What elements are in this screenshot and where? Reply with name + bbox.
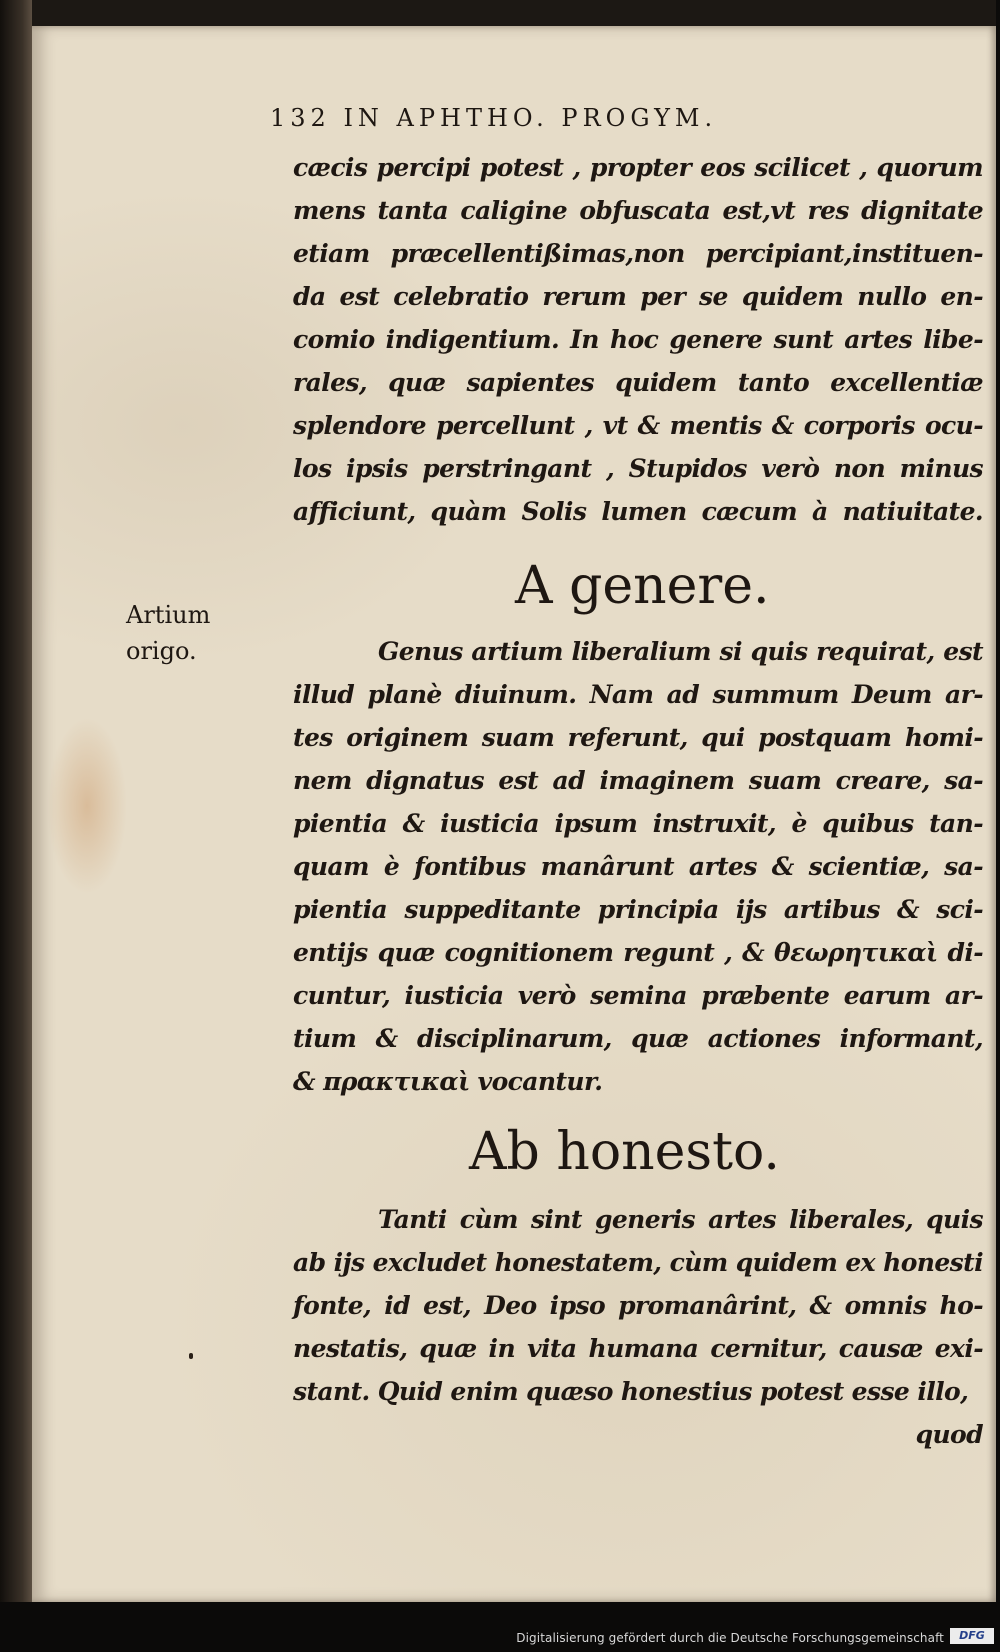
text-line: etiam præcellentißimas,non percipiant,instituen- — [293, 239, 983, 268]
text-line: entijs quæ cognitionem regunt , & θεωρητικαὶ di- — [293, 938, 983, 967]
text-line: stant. Quid enim quæso honestius potest esse illo, — [293, 1377, 969, 1406]
text-line: & πρακτικαὶ vocantur. — [293, 1067, 603, 1096]
text-line: tes originem suam referunt, qui postquam homi- — [293, 723, 983, 752]
ink-speck — [189, 1353, 193, 1359]
text-line: splendore percellunt , vt & mentis & corporis ocu- — [293, 411, 983, 440]
section-heading-ab-honesto: Ab honesto. — [469, 1122, 780, 1182]
text-line: fonte, id est, Deo ipso promanârint, & omnis ho- — [293, 1291, 983, 1320]
section-heading-a-genere: A genere. — [515, 556, 770, 616]
catchword: quod — [915, 1420, 983, 1449]
text-line: illud planè diuinum. Nam ad summum Deum ar- — [293, 680, 983, 709]
paragraph-3 — [293, 1198, 983, 1456]
text-line: mens tanta caligine obfuscata est,vt res dignitate — [293, 196, 983, 225]
paragraph-2 — [293, 630, 983, 1103]
left-binding-edge — [0, 0, 32, 1652]
digitization-credit: Digitalisierung gefördert durch die Deutsche Forschungsgemeinschaft — [516, 1631, 944, 1645]
text-line: cæcis percipi potest , propter eos scilicet , quorum — [293, 153, 983, 182]
dfg-logo: DFG — [950, 1628, 994, 1644]
text-line: pientia & iusticia ipsum instruxit, è quibus tan- — [293, 809, 983, 838]
marginal-note-line: origo. — [126, 637, 197, 665]
marginal-note-line: Artium — [126, 601, 211, 629]
text-line: nem dignatus est ad imaginem suam creare, sa- — [293, 766, 983, 795]
text-line: Tanti cùm sint generis artes liberales, quis — [378, 1205, 983, 1234]
text-line: rales, quæ sapientes quidem tanto excellentiæ — [293, 368, 983, 397]
running-head: 132 IN APHTHO. PROGYM. — [270, 104, 718, 132]
text-line: los ipsis perstringant , Stupidos verò non minus — [293, 454, 983, 483]
marginal-note — [126, 597, 246, 669]
text-line: comio indigentium. In hoc genere sunt artes libe- — [293, 325, 983, 354]
text-line: quam è fontibus manârunt artes & scientiæ, sa- — [293, 852, 983, 881]
text-line: pientia suppeditante principia ijs artibus & sci- — [293, 895, 983, 924]
text-line: afficiunt, quàm Solis lumen cæcum à natiuitate. — [293, 497, 983, 526]
text-line: cuntur, iusticia verò semina præbente earum ar- — [293, 981, 983, 1010]
text-line: Genus artium liberalium si quis requirat, est — [378, 637, 983, 666]
text-line: tium & disciplinarum, quæ actiones informant, — [293, 1024, 983, 1053]
paragraph-1 — [293, 146, 983, 533]
text-line: ab ijs excludet honestatem, cùm quidem ex honesti — [293, 1248, 983, 1277]
text-line: da est celebratio rerum per se quidem nullo en- — [293, 282, 983, 311]
right-edge — [996, 0, 1000, 1652]
text-line: nestatis, quæ in vita humana cernitur, causæ exi- — [293, 1334, 983, 1363]
